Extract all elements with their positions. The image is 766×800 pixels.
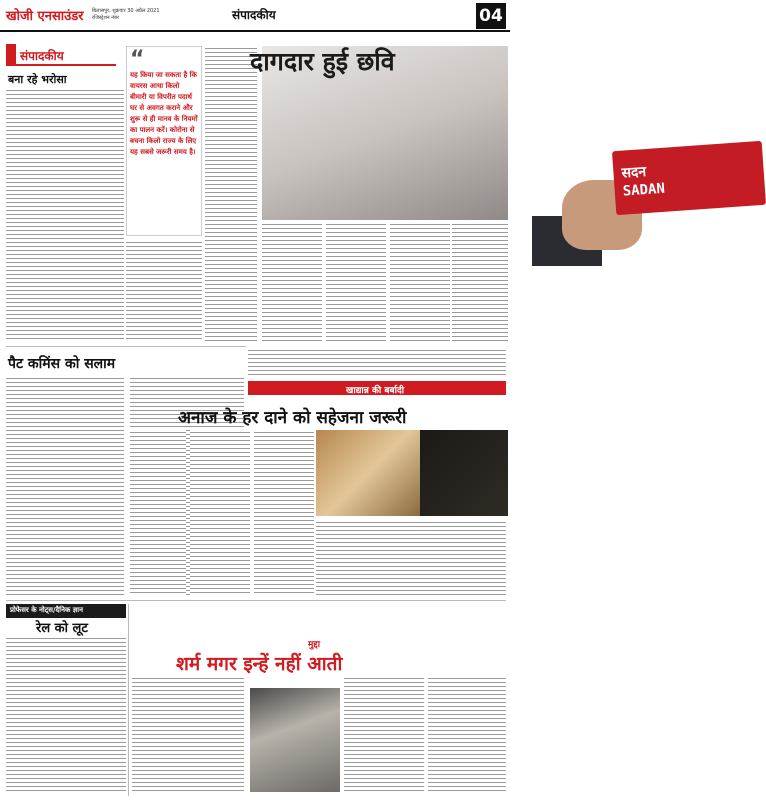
grain-photo-2 <box>420 430 508 516</box>
date-line-1: बिलासपुर, शुक्रवार 30 अप्रैल 2021 <box>92 8 160 14</box>
masthead <box>0 0 510 32</box>
quote-follow-text <box>126 240 202 342</box>
shortage-col-1 <box>130 430 186 596</box>
editorial-header <box>6 44 116 66</box>
column-rule <box>128 604 129 796</box>
professor-headline: रेल को लूट <box>36 621 88 636</box>
dateline <box>92 8 160 22</box>
feature-col-5 <box>452 222 508 342</box>
divider-2 <box>6 600 506 601</box>
mudda-headline: शर्म मगर इन्हें नहीं आती <box>176 653 343 675</box>
page-number: 04 <box>476 3 506 29</box>
shortage-col-2 <box>190 430 250 596</box>
brand-name: खोजी एनसाउंडर <box>6 9 84 24</box>
banner-text: सदन SADAN <box>620 163 666 200</box>
crime-label: खाद्यान्न की बर्बादी <box>346 386 405 396</box>
grain-photo <box>316 430 420 516</box>
divider <box>6 346 246 347</box>
section-name: संपादकीय <box>232 8 276 22</box>
professor-label: प्रोफेसर के नोट्स/दैनिक ज्ञान <box>10 606 83 614</box>
mudda-photo <box>250 688 340 792</box>
feature-col-2 <box>262 222 322 342</box>
editorial-body-text <box>6 88 124 342</box>
quote-text: यह किया जा सकता है कि वायरस आधा किलो बीमारी या विपरीत पदार्थ घर से अवगत कराने और शुरू से ही मानव के नियमों का पालन करें। कोरोना से बचना किलो राज्य के लिए यह सबसे जरूरी समय है। <box>130 71 198 156</box>
feature-col-3 <box>326 222 386 342</box>
feature-headline: दागदार हुई छवि <box>250 47 395 76</box>
feature-col-4 <box>390 222 450 342</box>
sadan-banner <box>612 141 766 215</box>
mudda-label: मुद्दा <box>308 640 321 650</box>
quote-open-icon: “ <box>130 47 145 72</box>
second-headline: पैट कमिंस को सलाम <box>8 356 116 372</box>
mudda-col-3 <box>428 676 506 794</box>
second-body-text <box>6 376 124 596</box>
editorial-marker <box>6 44 16 66</box>
feature-bottom-text <box>248 348 506 378</box>
professor-body-text <box>6 636 126 794</box>
shortage-col-4 <box>316 520 506 596</box>
editorial-headline: बना रहे भरोसा <box>8 73 67 86</box>
mudda-col-1 <box>132 676 244 794</box>
shortage-col-3 <box>254 430 314 596</box>
date-line-2: रजिस्ट्रेशन नंबर <box>92 15 119 21</box>
editorial-label: संपादकीय <box>20 49 64 63</box>
shortage-headline: अनाज के हर दाने को सहेजना जरूरी <box>178 408 407 428</box>
mudda-col-2 <box>344 676 424 794</box>
quote-box <box>126 46 202 236</box>
feature-col-1 <box>205 46 257 342</box>
